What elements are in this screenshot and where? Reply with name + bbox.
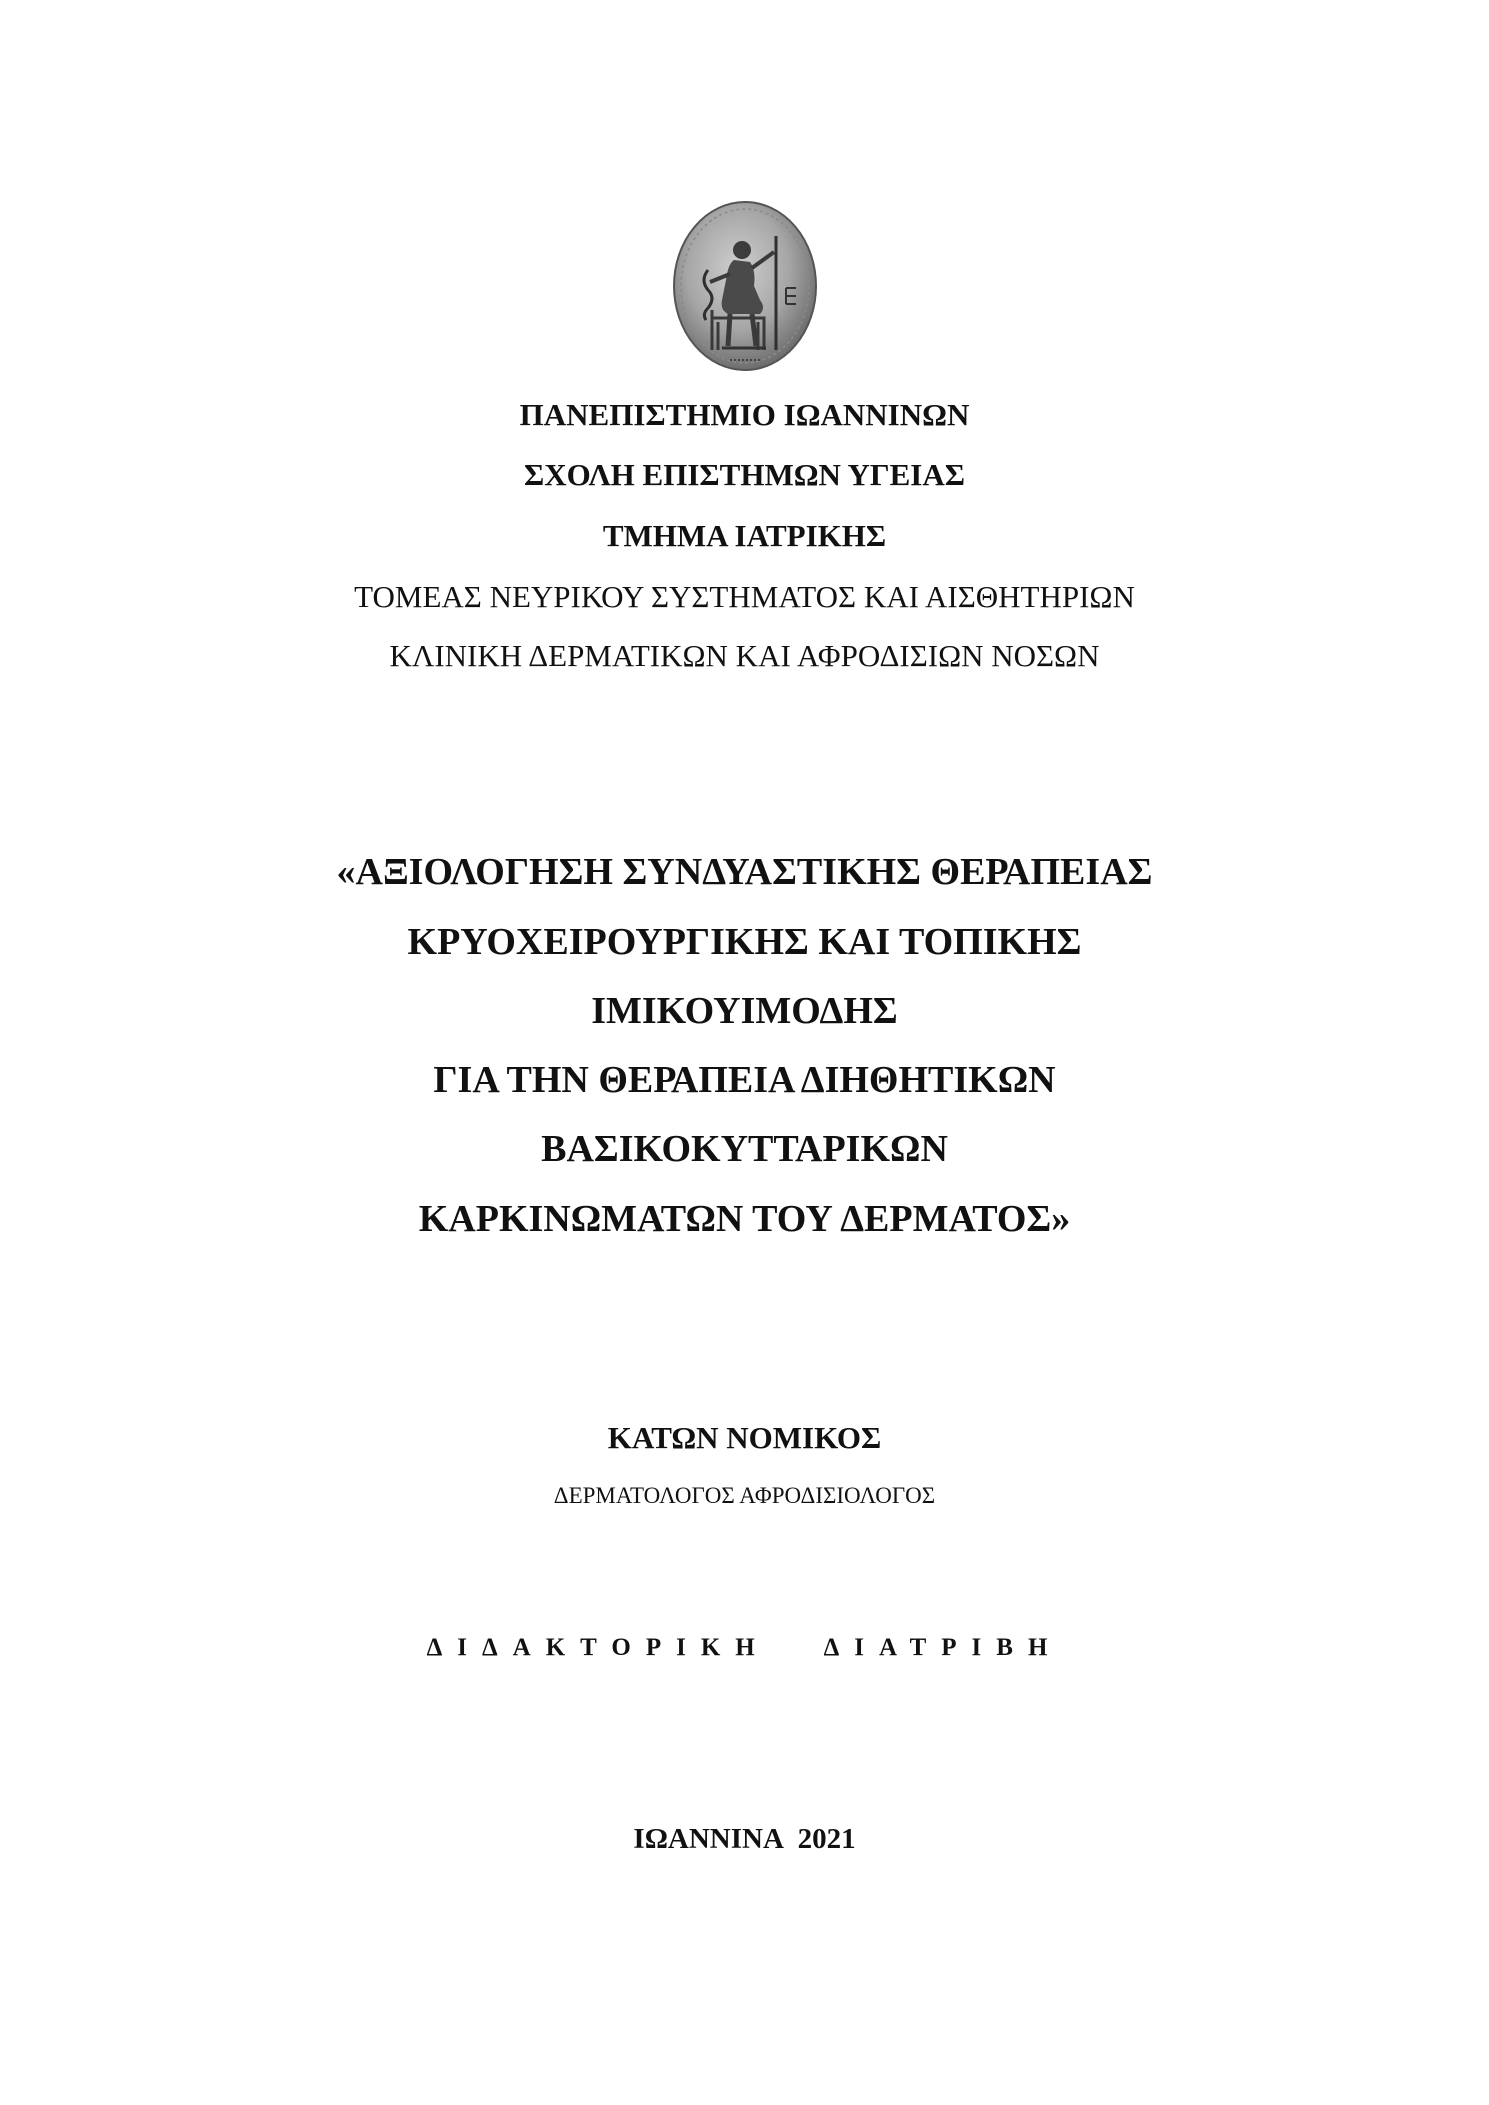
seated-zeus-coin-seal-icon — [672, 200, 818, 372]
sector-name: ΤΟΜΕΑΣ ΝΕΥΡΙΚΟΥ ΣΥΣΤΗΜΑΤΟΣ ΚΑΙ ΑΙΣΘΗΤΗΡΙΩΝ — [354, 579, 1135, 614]
thesis-title-line-3: ΙΜΙΚΟΥΙΜΟΔΗΣ — [591, 990, 898, 1032]
thesis-title-line-2: ΚΡΥΟΧΕΙΡΟΥΡΓΙΚΗΣ ΚΑΙ ΤΟΠΙΚΗΣ — [407, 921, 1082, 963]
thesis-title-line-5: ΒΑΣΙΚΟΚΥΤΤΑΡΙΚΩΝ — [541, 1128, 948, 1170]
author-name: ΚΑΤΩΝ ΝΟΜΙΚΟΣ — [607, 1420, 882, 1455]
department-name: ΤΜΗΜΑ ΙΑΤΡΙΚΗΣ — [602, 518, 887, 553]
place-year: ΙΩΑΝΝΙΝΑ 2021 — [633, 1823, 856, 1855]
thesis-title-line-6: ΚΑΡΚΙΝΩΜΑΤΩΝ ΤΟΥ ΔΕΡΜΑΤΟΣ» — [418, 1198, 1071, 1240]
thesis-title-line-4: ΓΙΑ ΤΗΝ ΘΕΡΑΠΕΙΑ ΔΙΗΘΗΤΙΚΩΝ — [433, 1059, 1056, 1101]
university-name: ΠΑΝΕΠΙΣΤΗΜΙΟ ΙΩΑΝΝΙΝΩΝ — [519, 397, 970, 432]
document-type: ΔΙΔΑΚΤΟΡΙΚΗ ΔΙΑΤΡΙΒΗ — [426, 1634, 1063, 1661]
thesis-title-line-1: «ΑΞΙΟΛΟΓΗΣΗ ΣΥΝΔΥΑΣΤΙΚΗΣ ΘΕΡΑΠΕΙΑΣ — [336, 851, 1153, 893]
school-name: ΣΧΟΛΗ ΕΠΙΣΤΗΜΩΝ ΥΓΕΙΑΣ — [523, 457, 966, 492]
author-specialty: ΔΕΡΜΑΤΟΛΟΓΟΣ ΑΦΡΟΔΙΣΙΟΛΟΓΟΣ — [553, 1483, 936, 1508]
clinic-name: ΚΛΙΝΙΚΗ ΔΕΡΜΑΤΙΚΩΝ ΚΑΙ ΑΦΡΟΔΙΣΙΩΝ ΝΟΣΩΝ — [389, 638, 1100, 673]
